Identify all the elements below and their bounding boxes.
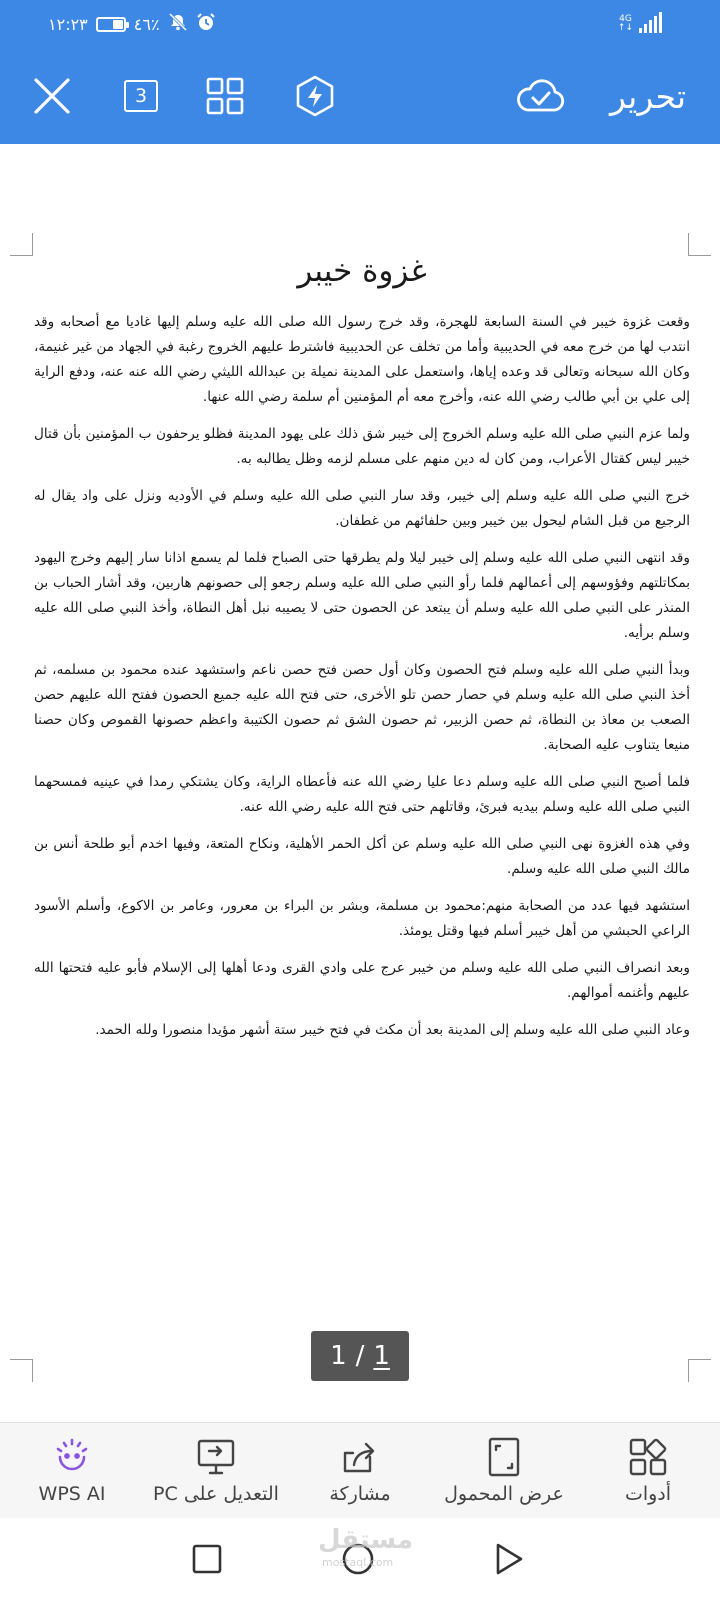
square-icon (191, 1543, 223, 1575)
paragraph: وقعت غزوة خيبر في السنة السابعة للهجرة، وقد خرج رسول الله صلى الله عليه وسلم إليها غاديا مع أصحابه وقد انتدب لها من خرج معه في الحديبية وأما من تخلف عن الحديبية فاشترط عليهم الخروج رغبة في الجهاد من غير غنيمة، وكان الله سبحانه وتعالى قد وعده إياها، واستعمل على المدينة نميلة بن عبدالله الليثي رضي الله عنه عنه، ودفع الراية إلى علي بن أبي طالب رضي الله عنه، وأخرج معه أم المؤمنين أم سلمة رضي الله عنها. (34, 314, 690, 405)
paragraph: وعاد النبي صلى الله عليه وسلم إلى المدينة بعد أن مكث في فتح خيبر ستة أشهر مؤيدا منصورا ولله الحمد. (95, 1022, 690, 1038)
mobile-view-button[interactable] (432, 1423, 576, 1519)
paragraph: وبعد انصراف النبي صلى الله عليه وسلم من خيبر عرج على وادي القرى ودعا أهلها إلى الإسلام فأبو عليه فتحتها الله عليهم وأغنمه أموالهم. (34, 960, 690, 1001)
page-separator: / (355, 1341, 365, 1371)
top-toolbar (0, 48, 720, 144)
tools-label: أدوات (624, 1483, 672, 1505)
lightning-hexagon-icon (295, 75, 335, 117)
back-button[interactable] (486, 1536, 532, 1582)
share-icon (340, 1437, 380, 1477)
signal-strength-icon (639, 12, 662, 33)
paragraph: استشهد فيها عدد من الصحابة منهم:محمود بن مسلمة، وبشر بن البراء بن معرور، وعامر بن الاكوع، وأسلم الأسود الراعي الحبشي من أهل خيبر أسلم فيها وقتل يومئذ. (34, 898, 690, 939)
triangle-back-icon (493, 1542, 525, 1576)
paragraph: خرج النبي صلى الله عليه وسلم إلى خيبر، وقد سار النبي صلى الله عليه وسلم في الأوديه ونزل على واد يقال له الرجيع من قبل الشام ليحول بين خيبر وبين حلفائهم من غطفان. (34, 488, 690, 529)
alarm-icon (196, 12, 216, 36)
tabs-button[interactable] (118, 68, 164, 124)
document-body[interactable] (34, 250, 690, 1055)
share-button[interactable] (288, 1423, 432, 1519)
network-type: 4G ↑↓ (617, 14, 633, 33)
page-indicator[interactable] (311, 1331, 409, 1381)
battery-percent: ٤٦٪ (133, 14, 160, 34)
signal-group (618, 12, 662, 33)
paragraph: ولما عزم النبي صلى الله عليه وسلم الخروج إلى خيبر شق ذلك على يهود المدينة فظلو يرحفون ب المؤمنين بأن قتال خيبر ليس كقتال الأعراب، ومن كان له دين منهم على مسلم لزمه وظل يطالبه به. (34, 426, 690, 467)
edit-on-pc-button[interactable] (144, 1423, 288, 1519)
paragraph: وقد انتهى النبي صلى الله عليه وسلم إلى خيبر ليلا ولم يطرقها حتى الصباح فلما لم يسمع اذانا سار إليهم وخرج اليهود بمكاتلتهم وفؤوسهم إلى أعمالهم فلما رأو النبي صلى الله عليه وسلم رجعو إلى حصونهم هاربين، وقد أشار الحباب بن المنذر على النبي صلى الله عليه وسلم أن يبتعد عن الحصون حتى لا يصيبه نبل أهل النطاة، وأخذ النبي صلى الله عليه وسلم برأيه. (34, 550, 690, 641)
status-left-group (48, 12, 216, 36)
page-corner-bottom-right (688, 1359, 711, 1382)
status-bar (0, 0, 720, 48)
wps-ai-icon (52, 1437, 92, 1477)
close-icon (32, 76, 72, 116)
share-label: مشاركة (329, 1483, 391, 1505)
monitor-icon (195, 1437, 237, 1477)
tab-count-badge: 3 (124, 80, 158, 112)
paragraph: وفي هذه الغزوة نهى النبي صلى الله عليه وسلم عن أكل الحمر الأهلية، ونكاح المتعة، وفيها اخدم أبو طلحة أنس بن مالك النبي صلى الله عليه وسلم. (34, 836, 690, 877)
watermark-logo: مستقل (318, 1525, 414, 1555)
page-corner-top-right (688, 233, 711, 256)
bottom-toolbar (0, 1422, 720, 1519)
paragraph: فلما أصبح النبي صلى الله عليه وسلم دعا عليا رضي الله عنه فأعطاه الراية، وكان يشتكي رمدا في عينيه فمسحهما النبي صلى الله عليه وسلم بيديه فبرئ، وقاتلهم حتى فتح الله عليه رضي الله عنه. (34, 774, 690, 815)
tools-icon (628, 1437, 668, 1477)
cloud-sync-button[interactable] (510, 68, 570, 124)
mobile-view-icon (486, 1437, 522, 1477)
grid-icon (205, 76, 245, 116)
edit-on-pc-label: التعديل على PC (153, 1483, 279, 1505)
battery-icon (96, 17, 126, 32)
edit-button[interactable] (598, 68, 698, 124)
close-button[interactable] (26, 68, 78, 124)
watermark-url: mostaql.com (322, 1556, 394, 1569)
quick-action-button[interactable] (290, 68, 340, 124)
paragraph: وبدأ النبي صلى الله عليه وسلم فتح الحصون وكان أول حصن فتح حصن ناعم واستشهد عنده محمود بن مسلمه، ثم أخذ النبي صلى الله عليه وسلم في حصار حصن تلو الأخرى، حتى فتح الله عليه جميع الحصون ففتح الله عليهم حصن الصعب بن معاذ بن النطاة، ثم حصن الزبير، ثم حصون الشق ثم حصون الكتيبة واعظم حصونها القموص وكان حصنا منيعا يتناوب عليه الصحابة. (34, 662, 690, 753)
wps-ai-label: WPS AI (38, 1483, 106, 1505)
wps-ai-button[interactable] (0, 1423, 144, 1519)
clock-text: ١٢:٢٣ (48, 14, 88, 34)
grid-view-button[interactable] (200, 68, 250, 124)
cloud-check-icon (514, 76, 566, 116)
page-total: 1 (373, 1341, 390, 1371)
page-current: 1 (330, 1341, 347, 1371)
mute-notifications-icon (168, 12, 188, 36)
tools-button[interactable] (576, 1423, 720, 1519)
page-corner-top-left (10, 233, 33, 256)
edit-label: تحرير (609, 76, 687, 116)
mobile-view-label: عرض المحمول (444, 1483, 564, 1505)
page-corner-bottom-left (10, 1359, 33, 1382)
document-title: غزوة خيبر (297, 253, 427, 289)
recents-button[interactable] (184, 1536, 230, 1582)
